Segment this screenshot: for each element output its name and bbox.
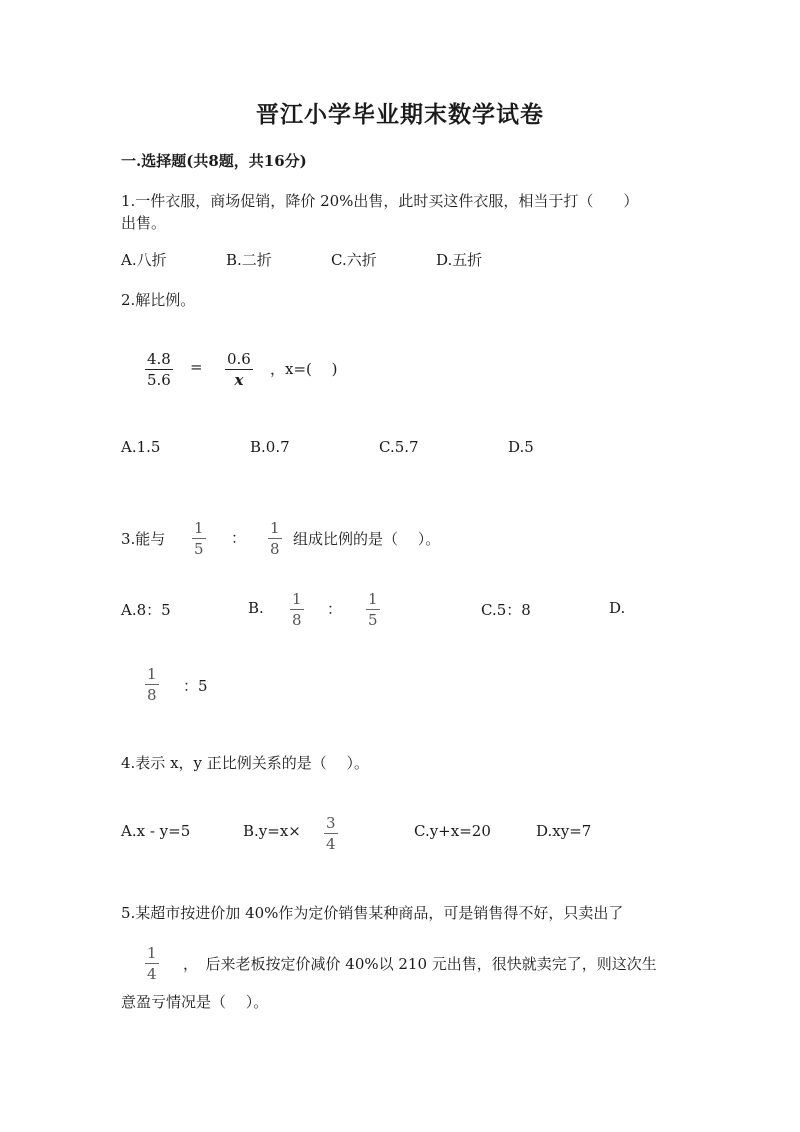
q1-option-c: C.六折 bbox=[331, 251, 377, 269]
q2-option-a: A.1.5 bbox=[121, 438, 161, 456]
q3-option-d-numerator: 1 bbox=[147, 665, 157, 683]
q1-option-b: B.二折 bbox=[226, 251, 272, 269]
q3-fraction-one-eighth bbox=[268, 521, 282, 557]
q4-option-c: C.y+x=20 bbox=[414, 822, 491, 840]
q2-right-denominator: x bbox=[234, 371, 244, 389]
q3-option-b-f2-denominator: 5 bbox=[368, 611, 378, 629]
q2-equals-sign: = bbox=[190, 358, 203, 376]
q5-stem-line2: ， 后来老板按定价减价 40%以 210 元出售，很快就卖完了，则这次生 bbox=[183, 955, 657, 973]
q2-stem: 2.解比例。 bbox=[121, 291, 196, 309]
q3-option-b-fraction-2 bbox=[366, 592, 380, 628]
q3-option-b-f1-denominator: 8 bbox=[292, 611, 302, 629]
q3-f1-denominator: 5 bbox=[194, 540, 204, 558]
q2-right-numerator: 0.6 bbox=[227, 350, 251, 368]
q4-option-b-denominator: 4 bbox=[326, 835, 336, 853]
q1-stem-line1: 1.一件衣服，商场促销，降价 20%出售，此时买这件衣服，相当于打（ ） bbox=[121, 192, 639, 210]
q5-numerator: 1 bbox=[147, 944, 157, 962]
q3-option-b-f1-numerator: 1 bbox=[292, 590, 302, 608]
q4-stem: 4.表示 x，y 正比例关系的是（ ）。 bbox=[121, 754, 370, 772]
q3-stem-suffix: 组成比例的是（ ）。 bbox=[293, 530, 441, 548]
q3-f2-denominator: 8 bbox=[270, 540, 280, 558]
q2-left-denominator: 5.6 bbox=[147, 371, 171, 389]
q2-left-numerator: 4.8 bbox=[147, 350, 171, 368]
q4-option-a: A.x - y=5 bbox=[121, 822, 191, 840]
q3-f1-numerator: 1 bbox=[194, 519, 204, 537]
q2-right-fraction bbox=[225, 352, 253, 388]
q2-option-c: C.5.7 bbox=[379, 438, 419, 456]
q3-f2-numerator: 1 bbox=[270, 519, 280, 537]
q3-option-a: A.8：5 bbox=[121, 601, 171, 619]
q4-option-b-numerator: 3 bbox=[326, 814, 336, 832]
q3-option-b-label: B. bbox=[248, 599, 264, 617]
q3-stem-prefix: 3.能与 bbox=[121, 530, 166, 548]
q5-denominator: 4 bbox=[147, 965, 157, 983]
q5-stem-line3: 意盈亏情况是（ ）。 bbox=[121, 993, 269, 1011]
q1-option-a: A.八折 bbox=[121, 251, 167, 269]
q1-option-d: D.五折 bbox=[436, 251, 483, 269]
q3-colon: ： bbox=[231, 529, 247, 547]
q5-fraction-one-quarter bbox=[145, 946, 159, 982]
q3-option-d-label: D. bbox=[609, 599, 626, 617]
q3-option-b-f2-numerator: 1 bbox=[368, 590, 378, 608]
q3-option-d-denominator: 8 bbox=[147, 686, 157, 704]
section-heading: 一.选择题(共8题，共16分) bbox=[121, 152, 307, 170]
q4-option-b: B.y=x× bbox=[243, 822, 301, 840]
q4-option-b-fraction bbox=[324, 816, 338, 852]
q4-option-d: D.xy=7 bbox=[536, 822, 592, 840]
q3-fraction-one-fifth bbox=[192, 521, 206, 557]
q3-option-d-fraction bbox=[145, 667, 159, 703]
q5-stem-line1: 5.某超市按进价加 40%作为定价销售某种商品，可是销售得不好，只卖出了 bbox=[121, 904, 624, 922]
q2-left-fraction bbox=[145, 352, 173, 388]
q3-option-b-colon: ： bbox=[327, 600, 343, 618]
page-title: 晋江小学毕业期末数学试卷 bbox=[256, 101, 544, 128]
q2-option-d: D.5 bbox=[508, 438, 534, 456]
q3-option-c: C.5：8 bbox=[481, 601, 531, 619]
q3-option-d-suffix: ：5 bbox=[183, 677, 208, 695]
q3-option-b-fraction-1 bbox=[290, 592, 304, 628]
q2-answer-blank: ，x=( ) bbox=[270, 360, 338, 378]
q1-stem-line2: 出售。 bbox=[121, 214, 167, 232]
q2-option-b: B.0.7 bbox=[250, 438, 290, 456]
